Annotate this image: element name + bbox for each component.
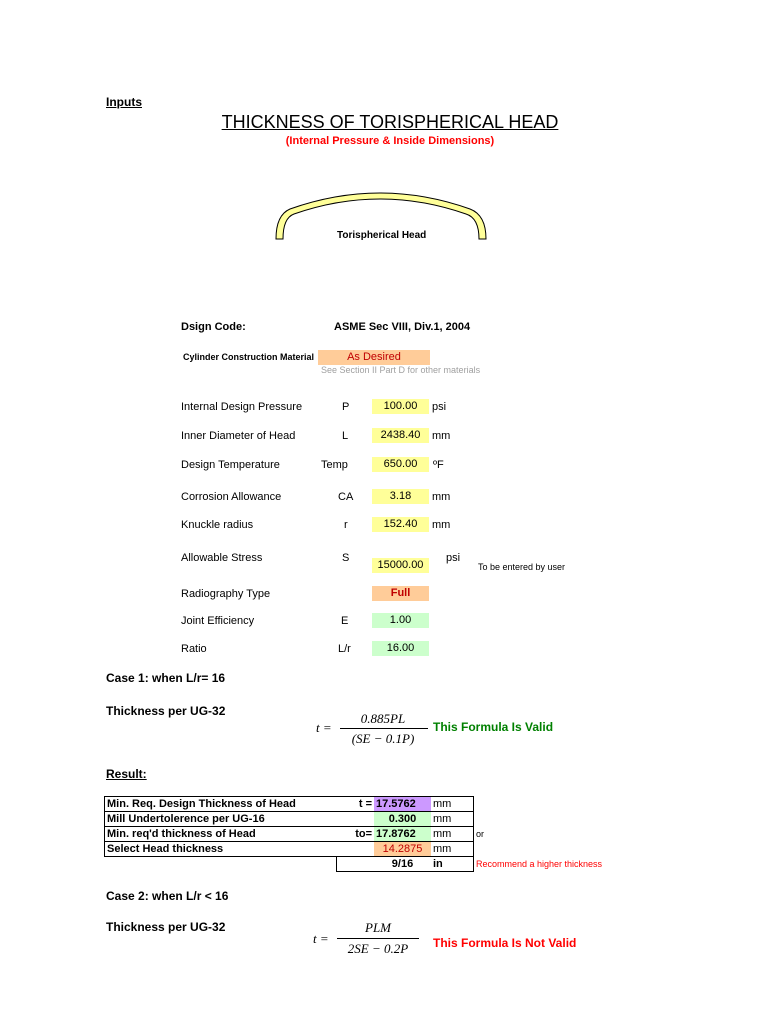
param-label-ratio: Ratio — [181, 643, 207, 655]
result-extra-cell — [474, 812, 605, 827]
recommendation-note: Recommend a higher thickness — [476, 859, 603, 869]
result-extra-cell — [474, 797, 605, 812]
material-input[interactable]: As Desired — [318, 350, 430, 365]
param-symbol-corrosion: CA — [338, 491, 354, 503]
result-extra-cell — [474, 842, 605, 857]
param-unit-temperature: ºF — [433, 459, 444, 471]
stress-note: To be entered by user — [478, 562, 566, 572]
result-label-cell: Min. Req. Design Thickness of Head — [105, 797, 337, 812]
case2-formula-numerator: PLM — [365, 920, 391, 935]
param-unit-pressure: psi — [432, 401, 447, 413]
corrosion-input[interactable]: 3.18 — [372, 489, 429, 504]
material-label: Cylinder Construction Material — [183, 352, 315, 362]
case1-fraction-bar — [340, 728, 428, 729]
table-row — [105, 857, 605, 872]
param-label-corrosion: Corrosion Allowance — [181, 491, 282, 503]
param-unit-stress: psi — [446, 552, 461, 564]
param-label-stress: Allowable Stress — [181, 552, 263, 564]
selected-thickness-inches: 9/16 — [374, 857, 431, 872]
result-extra-cell: or — [476, 829, 485, 839]
inputs-label: Inputs — [106, 95, 142, 109]
case1-heading: Case 1: when L/r= 16 — [106, 671, 226, 685]
table-row — [105, 797, 605, 812]
head-label: Torispherical Head — [337, 230, 427, 241]
result-sym-cell — [336, 857, 374, 872]
pressure-input[interactable]: 100.00 — [372, 399, 429, 414]
result-label-cell: Mill Undertolerence per UG-16 — [105, 812, 337, 827]
result-unit-cell: mm — [431, 827, 474, 842]
param-symbol-stress: S — [342, 552, 350, 564]
param-symbol-pressure: P — [342, 401, 350, 413]
case2-formula-lhs: t = — [313, 931, 329, 946]
selected-thickness-input[interactable]: 14.2875 — [374, 842, 431, 857]
param-label-temperature: Design Temperature — [181, 459, 280, 471]
design-code-label: Dsign Code: — [181, 321, 246, 333]
case1-thickness-label: Thickness per UG-32 — [106, 704, 226, 718]
result-unit-cell: in — [431, 857, 474, 872]
param-label-pressure: Internal Design Pressure — [181, 401, 303, 413]
result-label: Result: — [106, 767, 147, 781]
temperature-input[interactable]: 650.00 — [372, 457, 429, 472]
param-unit-diameter: mm — [432, 430, 451, 442]
case2-thickness-label: Thickness per UG-32 — [106, 920, 226, 934]
param-label-knuckle: Knuckle radius — [181, 519, 254, 531]
result-label-cell: Min. req'd thickness of Head — [105, 827, 337, 842]
result-sym-cell — [336, 842, 374, 857]
result-unit-cell: mm — [431, 842, 474, 857]
case2-heading: Case 2: when L/r < 16 — [106, 889, 229, 903]
min-reqd-thickness-value: 17.8762 — [374, 827, 431, 842]
case1-validity: This Formula Is Valid — [433, 720, 554, 734]
design-code-value: ASME Sec VIII, Div.1, 2004 — [334, 321, 471, 333]
result-label-cell: Select Head thickness — [105, 842, 337, 857]
result-label-cell — [105, 857, 337, 872]
diameter-input[interactable]: 2438.40 — [372, 428, 429, 443]
param-unit-knuckle: mm — [432, 519, 451, 531]
result-sym-cell — [336, 812, 374, 827]
case2-validity: This Formula Is Not Valid — [433, 936, 577, 950]
case1-formula-numerator: 0.885PL — [360, 711, 406, 726]
param-label-joint-efficiency: Joint Efficiency — [181, 615, 255, 627]
radiography-input[interactable]: Full — [372, 586, 429, 601]
mill-undertolerance-value: 0.300 — [374, 812, 431, 827]
page-title: THICKNESS OF TORISPHERICAL HEAD — [221, 112, 559, 132]
min-design-thickness-value: 17.5762 — [374, 797, 431, 812]
ratio-value: 16.00 — [372, 641, 429, 656]
table-row — [105, 842, 605, 857]
case2-fraction-bar — [337, 938, 419, 939]
table-row — [105, 812, 605, 827]
result-table — [104, 796, 605, 872]
material-note: See Section II Part D for other materials — [321, 365, 481, 375]
param-symbol-joint-efficiency: E — [341, 615, 349, 627]
param-symbol-temperature: Temp — [321, 459, 348, 471]
result-unit-cell: mm — [431, 797, 474, 812]
param-unit-corrosion: mm — [432, 491, 451, 503]
param-symbol-diameter: L — [342, 430, 349, 442]
param-symbol-knuckle: r — [344, 519, 348, 531]
case1-formula-lhs: t = — [316, 720, 332, 735]
knuckle-radius-input[interactable]: 152.40 — [372, 517, 429, 532]
param-label-radiography: Radiography Type — [181, 588, 271, 600]
param-symbol-ratio: L/r — [338, 643, 351, 655]
page-subtitle: (Internal Pressure & Inside Dimensions) — [285, 135, 495, 147]
result-unit-cell: mm — [431, 812, 474, 827]
allowable-stress-input[interactable]: 15000.00 — [372, 558, 429, 573]
joint-efficiency-value: 1.00 — [372, 613, 429, 628]
table-row — [105, 827, 605, 842]
case1-formula-denominator: (SE − 0.1P) — [351, 731, 415, 746]
case2-formula-denominator: 2SE − 0.2P — [347, 941, 409, 956]
result-sym-cell: to= — [336, 827, 374, 842]
result-sym-cell: t = — [336, 797, 374, 812]
param-label-diameter: Inner Diameter of Head — [181, 430, 296, 442]
